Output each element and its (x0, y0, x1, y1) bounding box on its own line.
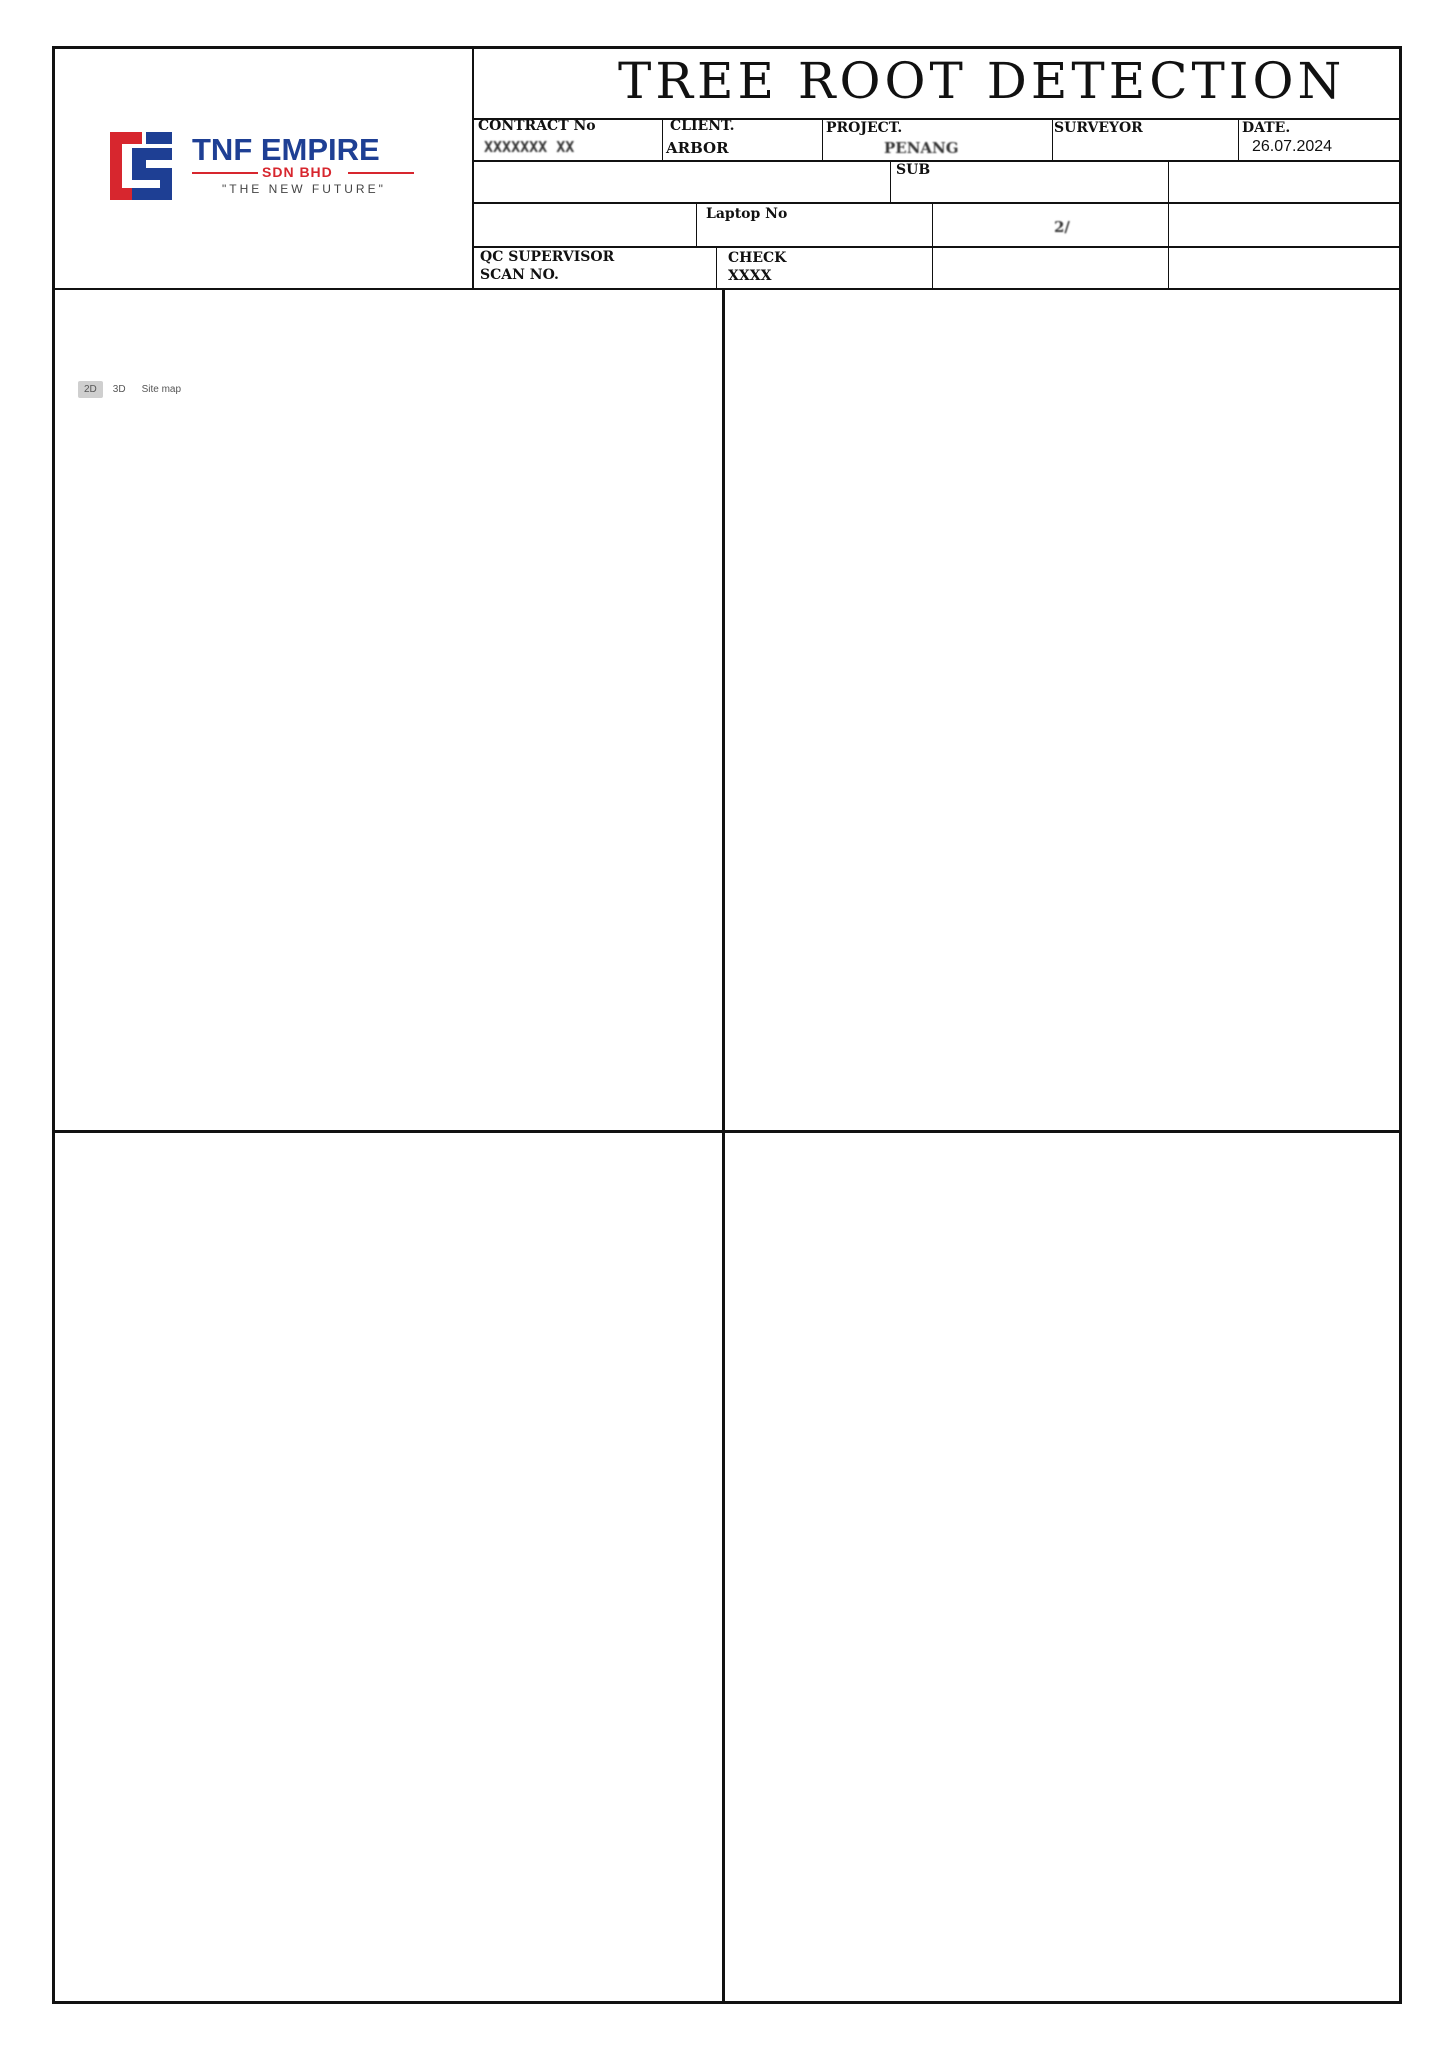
view-tabs (78, 381, 187, 398)
qc-label: QC SUPERVISOR (480, 249, 615, 265)
middle-divider (52, 1130, 1402, 1133)
laptop-value: 2/ (1054, 218, 1070, 236)
client-value: ARBOR (666, 139, 729, 157)
sheet-frame (52, 46, 1402, 2004)
page-title: TREE ROOT DETECTION (618, 52, 1346, 110)
contract-label: CONTRACT No (478, 118, 596, 134)
surveyor-label: SURVEYOR (1054, 120, 1143, 136)
tab-site-map[interactable]: Site map (141, 384, 182, 395)
company-name: TNF EMPIRE (192, 132, 380, 167)
company-sub: SDN BHD (262, 164, 333, 180)
center-divider (722, 288, 725, 2004)
date-label: DATE. (1242, 120, 1291, 136)
company-logo (108, 128, 178, 204)
scan-no-header-label: SCAN NO. (480, 267, 559, 283)
project-value: PENANG (884, 139, 959, 157)
check-label: CHECK (728, 250, 787, 266)
date-value: 26.07.2024 (1252, 138, 1333, 155)
tab-3d[interactable]: 3D (112, 384, 126, 395)
logo-rule-left (192, 172, 258, 174)
laptop-label: Laptop No (706, 206, 788, 222)
project-label: PROJECT. (826, 120, 903, 136)
tab-2d[interactable]: 2D (78, 381, 103, 398)
logo-rule-right (348, 172, 414, 174)
contract-value: XXXXXXX XX (484, 138, 575, 156)
company-tagline: "THE NEW FUTURE" (222, 182, 386, 196)
check-value: XXXX (728, 268, 772, 284)
sub-label: SUB (896, 162, 931, 178)
client-label: CLIENT. (670, 118, 735, 134)
